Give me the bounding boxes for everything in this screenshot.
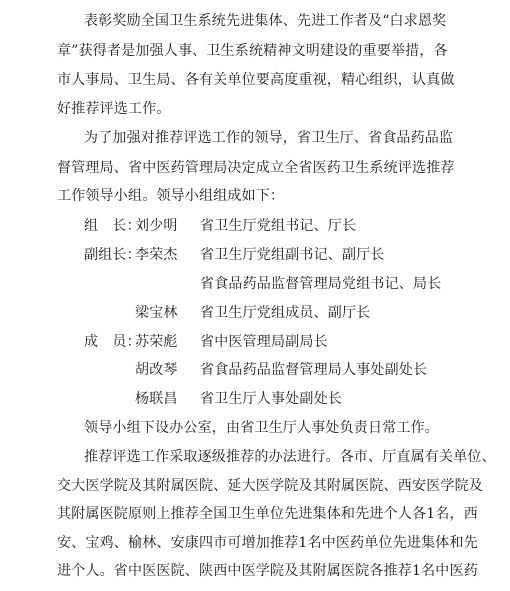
leader-title-5: 省中医管理局副局长 [200, 334, 328, 350]
paragraph-2-line-3: 工作领导小组。领导小组组成如下： [57, 188, 285, 204]
paragraph-4-line-3: 其附属医院原则上推荐全国卫生单位先进集体和先进个人各1名，西 [57, 506, 478, 522]
leader-role-1: 组 长： [84, 218, 141, 234]
leader-title-6: 省食品药品监督管理局人事处副处长 [200, 362, 428, 378]
leader-name-2: 李荣杰 [135, 247, 178, 263]
paragraph-1-line-4: 好推荐评选工作。 [57, 101, 171, 117]
paragraph-4-line-2: 交大医学院及其附属医院、延大医学院及其附属医院、西安医学院及 [57, 478, 483, 494]
paragraph-3: 领导小组下设办公室，由省卫生厅人事处负责日常工作。 [84, 420, 439, 436]
leader-name-4: 梁宝林 [135, 305, 178, 321]
paragraph-2-line-1: 为了加强对推荐评选工作的领导，省卫生厅、省食品药品监 [84, 130, 454, 146]
paragraph-4-line-5: 进个人。省中医医院、陕西中医学院及其附属医院各推荐1名中医药 [57, 563, 478, 579]
paragraph-4-line-4: 安、宝鸡、榆林、安康四市可增加推荐1名中医药单位先进集体和先 [57, 535, 478, 551]
leader-title-2: 省卫生厅党组副书记、副厅长 [200, 247, 385, 263]
paragraph-4-line-1: 推荐评选工作采取逐级推荐的办法进行。各市、厅直属有关单位、 [84, 449, 496, 465]
leader-title-1: 省卫生厅党组书记、厅长 [200, 218, 357, 234]
paragraph-1-line-2: 章”获得者是加强人事、卫生系统精神文明建设的重要举措，各 [57, 43, 448, 59]
leader-title-7: 省卫生厅人事处副处长 [200, 391, 342, 407]
paragraph-1-line-1: 表彰奖励全国卫生系统先进集体、先进工作者及“白求恩奖 [84, 13, 447, 29]
leader-name-7: 杨联昌 [135, 391, 178, 407]
leader-title-3: 省食品药品监督管理局党组书记、局长 [200, 276, 442, 292]
leader-role-2: 副组长： [84, 247, 141, 263]
leader-role-5: 成 员： [84, 334, 141, 350]
leader-title-4: 省卫生厅党组成员、副厅长 [200, 305, 371, 321]
paragraph-1-line-3: 市人事局、卫生局、各有关单位要高度重视，精心组织，认真做 [57, 72, 455, 88]
leader-name-1: 刘少明 [135, 218, 178, 234]
paragraph-2-line-2: 督管理局、省中医药管理局决定成立全省医药卫生系统评选推荐 [57, 160, 455, 176]
leader-name-6: 胡改琴 [135, 362, 178, 378]
leader-name-5: 苏荣彪 [135, 334, 178, 350]
